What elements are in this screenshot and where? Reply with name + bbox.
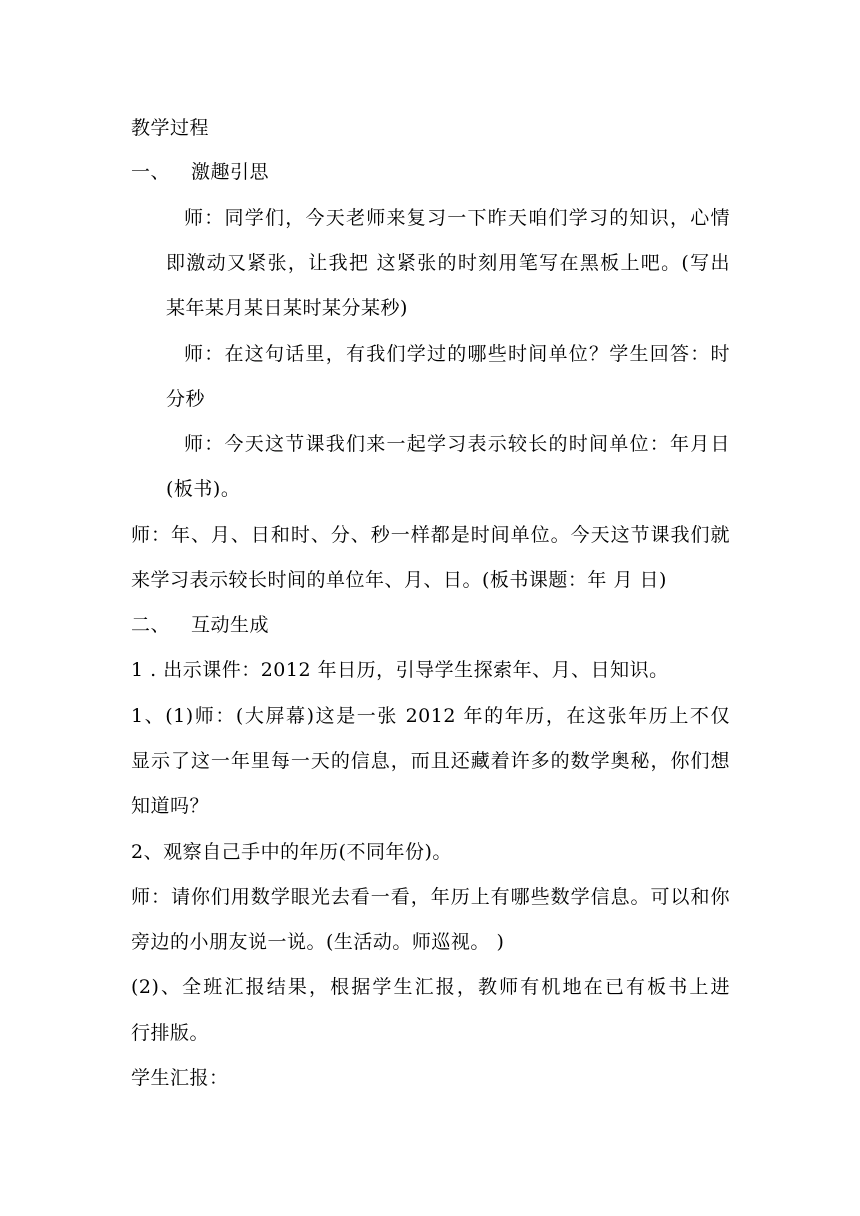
p2-line1: 师：在这句话里，有我们学过的哪些时间单位？学生回答：时	[184, 343, 730, 365]
section-1-heading	[131, 160, 269, 184]
section-2-title: 互动生成	[191, 614, 270, 636]
p5-line1: 1、(1)师：(大屏幕)这是一张 2012 年的年历，在这张年历上不仅	[131, 705, 730, 727]
p5-line2: 显示了这一年里每一天的信息，而且还藏着许多的数学奥秘，你们想	[131, 750, 730, 772]
section-2-heading	[131, 613, 269, 637]
list-item-2: 2、观察自己手中的年历(不同年份)。	[131, 841, 452, 863]
list-item-1: 1 . 出示课件：2012 年日历，引导学生探索年、月、日知识。	[131, 659, 669, 681]
p3-line1: 师：今天这节课我们来一起学习表示较长的时间单位：年月日	[184, 433, 730, 455]
p6-line1: 师：请你们用数学眼光去看一看，年历上有哪些数学信息。可以和你	[131, 886, 730, 908]
p1-line1: 师：同学们，今天老师来复习一下昨天咱们学习的知识，心情	[184, 207, 730, 229]
document-title: 教学过程	[131, 117, 210, 139]
p7-line2: 行排版。	[131, 1022, 210, 1044]
p1-line2: 即激动又紧张，让我把 这紧张的时刻用笔写在黑板上吧。(写出	[166, 252, 730, 274]
p8-line: 学生汇报：	[131, 1067, 229, 1089]
section-1-number: 一、	[131, 161, 171, 183]
p4-line2: 来学习表示较长时间的单位年、月、日。(板书课题：年 月 日)	[131, 569, 667, 591]
p4-line1: 师：年、月、日和时、分、秒一样都是时间单位。今天这节课我们就	[131, 524, 730, 546]
p6-line2: 旁边的小朋友说一说。(生活动。师巡视。 )	[131, 931, 505, 953]
p7-line1: (2)、全班汇报结果，根据学生汇报，教师有机地在已有板书上进	[131, 976, 730, 998]
section-2-number: 二、	[131, 614, 171, 636]
p1-line3: 某年某月某日某时某分某秒)	[166, 297, 408, 319]
section-1-title: 激趣引思	[191, 161, 270, 183]
p2-line2: 分秒	[166, 388, 206, 410]
p3-line2: (板书)。	[166, 478, 241, 500]
p5-line3: 知道吗？	[131, 795, 210, 817]
